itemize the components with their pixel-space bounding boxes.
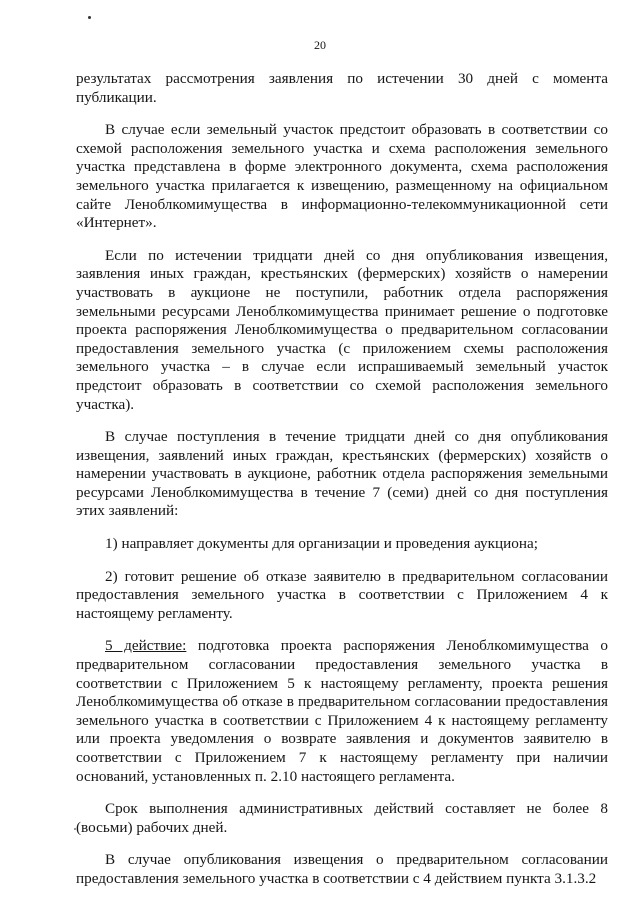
paragraph-publication-result: результатах рассмотрения заявления по истечении 30 дней с момента публикации. <box>76 70 608 106</box>
action-5-text: подготовка проекта распоряжения Леноблкомимущества о предварительном согласовании предоставления земельного участка в соответствии с Приложением 5 к настоящему регламенту, проекта решения Леноблкомимущества об отказе в предварительном согласовании предоставления земельного участка в соответствии с Приложением 4 к настоящему регламенту или проекта уведомления о возврате заявления и документов заявителю в соответствии с Приложением 7 к настоящему регламенту при наличии оснований, установленных п. 2.10 настоящего регламента. <box>76 637 609 785</box>
paragraph-action-5 <box>76 637 608 786</box>
document-body <box>76 70 608 903</box>
scan-speck <box>88 16 91 19</box>
list-item-auction: 1) направляет документы для организации и проведения аукциона; <box>105 535 538 553</box>
paragraph-applications-received: В случае поступления в течение тридцати дней со дня опубликования извещения, заявлений иных граждан, крестьянских (фермерских) хозяйств о намерении участвовать в аукционе, работник отдела распоряжения земельными ресурсами Леноблкомимущества в течение 7 (семи) дней со дня поступления этих заявлений: <box>76 428 608 520</box>
paragraph-deadline: Срок выполнения административных действий составляет не более 8 (восьми) рабочих дней. <box>76 800 608 836</box>
page-number: 20 <box>314 38 326 52</box>
paragraph-layout-scheme: В случае если земельный участок предстоит образовать в соответствии со схемой расположения земельного участка и схема расположения земельного участка представлена в форме электронного документа, схема расположения земельного участка прилагается к извещению, размещенному на официальном сайте Леноблкомимущества в информационно-телекоммуникационной сети «Интернет». <box>76 121 608 232</box>
paragraph-no-applications: Если по истечении тридцати дней со дня опубликования извещения, заявления иных граждан, крестьянских (фермерских) хозяйств о намерении участвовать в аукционе не поступили, работник отдела распоряжения земельными ресурсами Леноблкомимущества принимает решение о подготовке проекта распоряжения Леноблкомимущества о предварительном согласовании предоставления земельного участка (с приложением схемы расположения земельного участка – в случае если испрашиваемый земельный участок предстоит образовать в соответствии со схемой расположения земельного участка). <box>76 246 608 413</box>
action-5-label: 5 действие: <box>105 637 187 655</box>
paragraph-publication-case: В случае опубликования извещения о предварительном согласовании предоставления земельного участка в соответствии с 4 действием пункта 3.1.3.2 <box>76 851 608 887</box>
list-item-refusal: 2) готовит решение об отказе заявителю в предварительном согласовании предоставления земельного участка в соответствии с Приложением 4 к настоящему регламенту. <box>76 567 608 622</box>
